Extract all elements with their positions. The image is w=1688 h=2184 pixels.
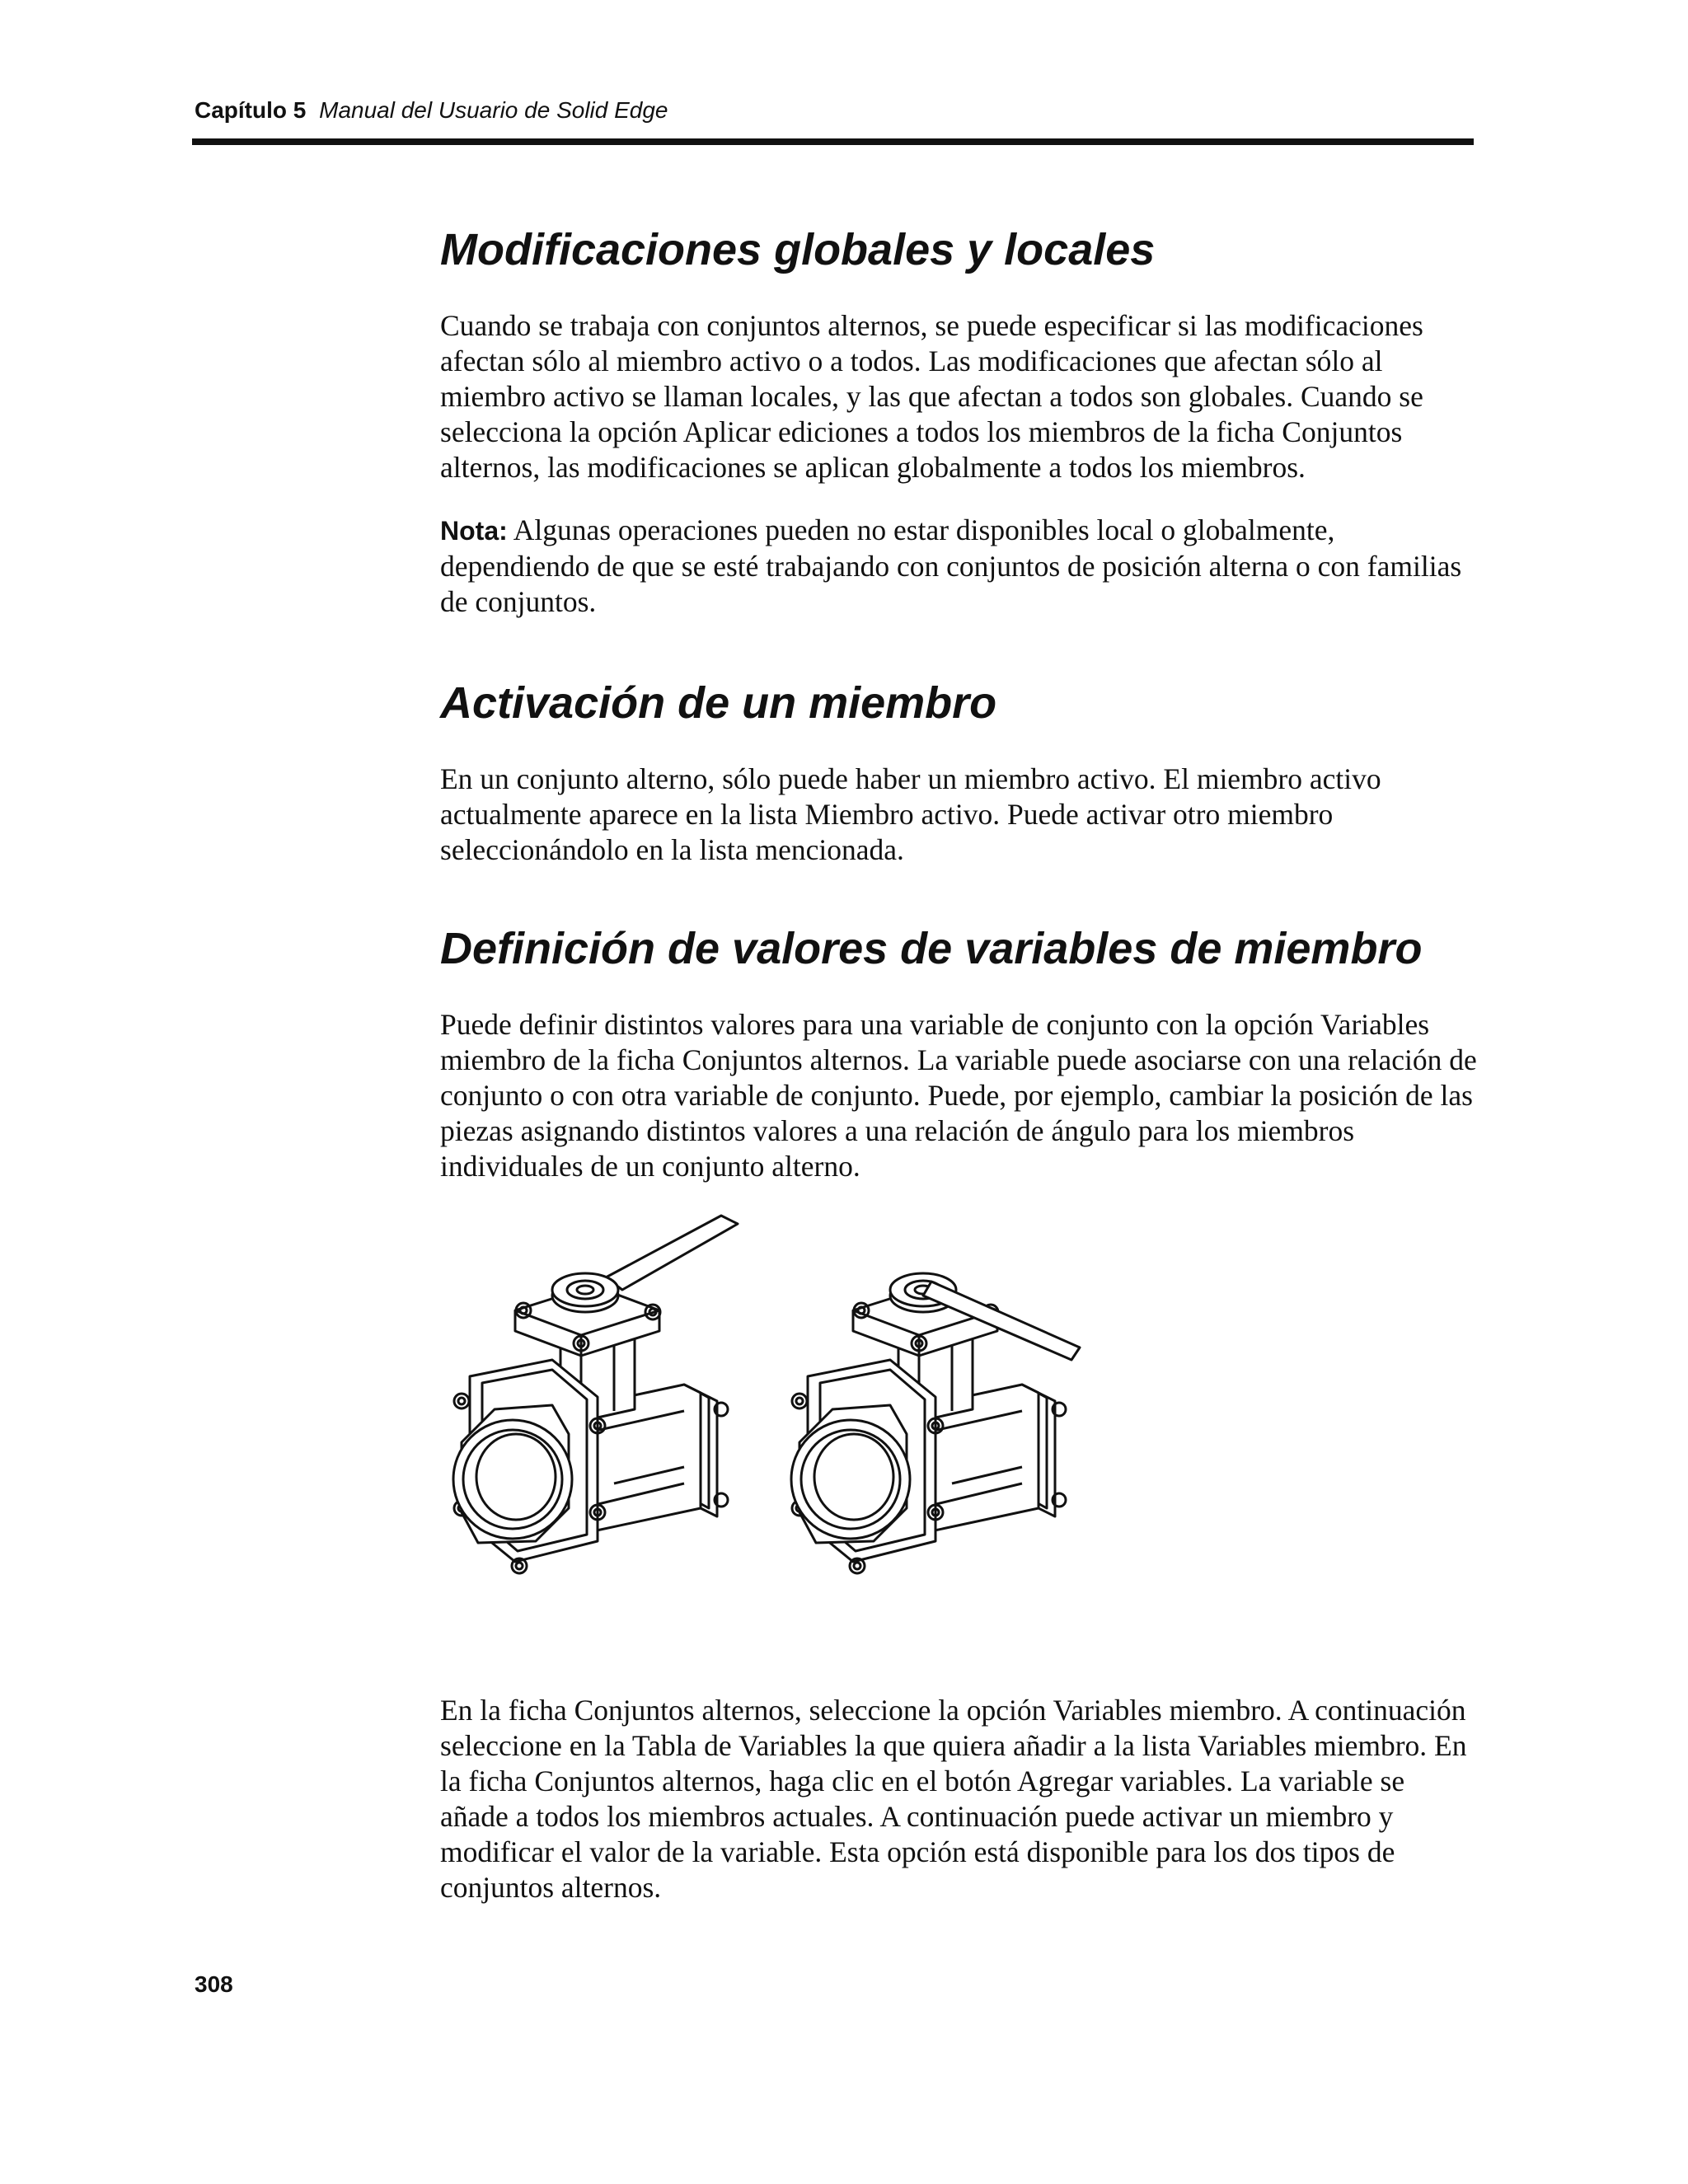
section-heading-global-local: Modificaciones globales y locales [440,225,1156,274]
note-label: Nota: [440,516,508,546]
manual-title: Manual del Usuario de Solid Edge [319,97,668,123]
header-rule [192,138,1474,145]
ball-valve-figure [437,1203,1121,1665]
running-header [195,97,668,124]
note-paragraph [440,513,1479,620]
paragraph-global-local: Cuando se trabaja con conjuntos alternos, se puede especificar si las modificaciones afectan sólo al miembro activo o a todos. Las modificaciones que afectan sólo al miembro activo se llaman locales, y las que afectan a todos son globales. Cuando se selecciona la opción Aplicar ediciones a todos los miembros de la ficha Conjuntos alternos, las modificaciones se aplican globalmente a todos los miembros. [440,309,1423,484]
paragraph-member-variables: Puede definir distintos valores para una variable de conjunto con la opción Variables miembro de la ficha Conjuntos alternos. La variable puede asociarse con una relación de conjunto o con otra variable de conjunto. Puede, por ejemplo, cambiar la posición de las piezas asignando distintos valores a una relación de ángulo para los miembros individuales de un conjunto alterno. [440,1008,1477,1183]
section-heading-member-variables: Definición de valores de variables de miembro [440,924,1423,973]
page-number: 308 [195,1971,233,1997]
paragraph-add-variables: En la ficha Conjuntos alternos, seleccione la opción Variables miembro. A continuación seleccione en la Tabla de Variables la que quiera añadir a la lista Variables miembro. En la ficha Conjuntos alternos, haga clic en el botón Agregar variables. La variable se añade a todos los miembros actuales. A continuación puede activar un miembro y modificar el valor de la variable. Esta opción está disponible para los dos tipos de conjuntos alternos. [440,1694,1467,1904]
note-text: Algunas operaciones pueden no estar disponibles local o globalmente, dependiendo de que se esté trabajando con conjuntos de posición alterna o con familias de conjuntos. [440,513,1462,618]
section-heading-activate-member: Activación de un miembro [440,678,997,728]
paragraph-activate-member: En un conjunto alterno, sólo puede haber un miembro activo. El miembro activo actualmente aparece en la lista Miembro activo. Puede activar otro miembro seleccionándolo en la lista mencionada. [440,762,1381,866]
valve-left [453,1216,738,1573]
valve-right [791,1273,1080,1573]
chapter-label: Capítulo 5 [195,97,307,123]
